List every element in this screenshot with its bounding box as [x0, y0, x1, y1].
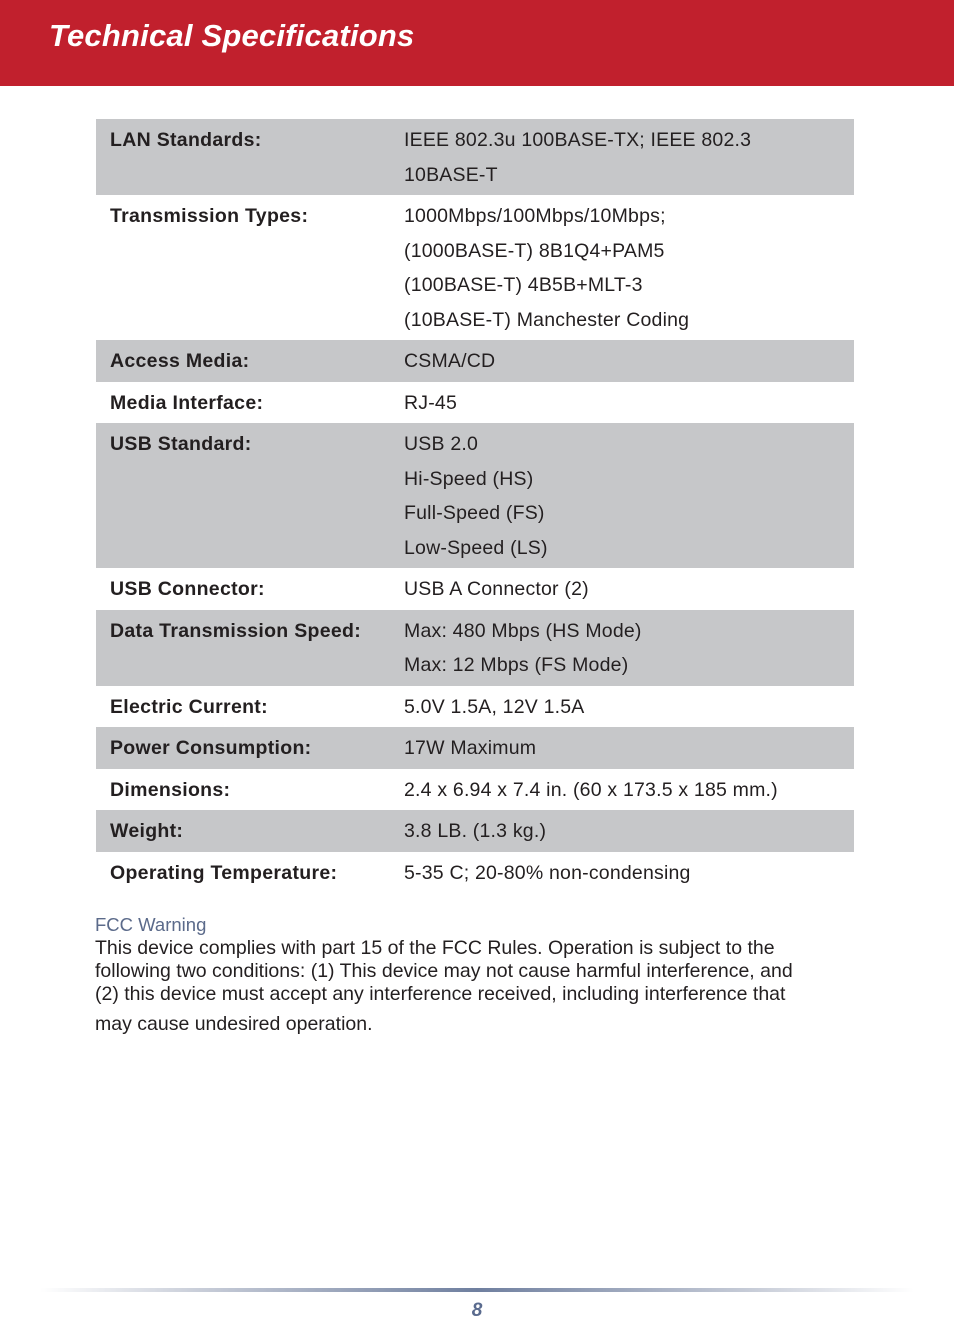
spec-row: [96, 852, 854, 894]
spec-label: Dimensions:: [110, 778, 231, 801]
spec-label: Access Media:: [110, 350, 250, 372]
spec-value-line: (1000BASE-T) 8B1Q4+PAM5: [404, 239, 665, 262]
spec-label: Data Transmission Speed:: [110, 619, 362, 642]
spec-value: [404, 199, 854, 337]
spec-value-line: 1000Mbps/100Mbps/10Mbps;: [404, 205, 666, 227]
spec-value: [404, 690, 854, 725]
spec-value-line: 3.8 LB. (1.3 kg.): [404, 820, 547, 842]
spec-value: [404, 731, 854, 766]
page-number: 8: [471, 1300, 483, 1321]
spec-label: Media Interface:: [110, 391, 264, 414]
spec-value-line: CSMA/CD: [404, 350, 496, 372]
page-title: Technical Specifications: [49, 18, 415, 53]
spec-row: [96, 568, 854, 610]
spec-row: [96, 382, 854, 424]
spec-label: Transmission Types:: [110, 205, 309, 227]
spec-value: [404, 773, 854, 808]
spec-value-line: Max: 480 Mbps (HS Mode): [404, 619, 642, 642]
spec-label: Weight:: [110, 820, 184, 842]
spec-value: [404, 572, 854, 607]
spec-value: [404, 814, 854, 849]
spec-value-line: Max: 12 Mbps (FS Mode): [404, 654, 629, 676]
spec-value-line: 17W Maximum: [404, 737, 537, 759]
spec-row: [96, 610, 854, 686]
spec-value: [404, 344, 854, 379]
spec-label: Operating Temperature:: [110, 861, 338, 884]
spec-row: [96, 423, 854, 568]
spec-value-line: Hi-Speed (HS): [404, 467, 534, 490]
spec-value-line: 2.4 x 6.94 x 7.4 in. (60 x 173.5 x 185 mm.): [404, 778, 778, 801]
spec-row: [96, 727, 854, 769]
spec-value-line: 5.0V 1.5A, 12V 1.5A: [404, 695, 585, 718]
spec-table: [96, 119, 854, 893]
spec-row: [96, 769, 854, 811]
spec-label: Power Consumption:: [110, 737, 312, 759]
spec-row: [96, 195, 854, 340]
fcc-warning-heading: FCC Warning: [95, 914, 207, 935]
spec-value-line: USB A Connector (2): [404, 578, 589, 600]
spec-label: Electric Current:: [110, 695, 268, 718]
spec-value: [404, 856, 854, 891]
spec-value-line: (100BASE-T) 4B5B+MLT-3: [404, 274, 643, 296]
fcc-text-line: may cause undesired operation.: [95, 1013, 373, 1035]
spec-label: USB Connector:: [110, 578, 265, 600]
spec-value-line: RJ-45: [404, 391, 458, 414]
spec-value-line: IEEE 802.3u 100BASE-TX; IEEE 802.3: [404, 129, 752, 151]
spec-row: [96, 810, 854, 852]
spec-value-line: 5-35 C; 20-80% non-condensing: [404, 861, 691, 884]
footer-divider: [40, 1288, 914, 1292]
spec-value-line: 10BASE-T: [404, 163, 498, 186]
spec-value-line: USB 2.0: [404, 433, 479, 455]
spec-value: [404, 614, 854, 683]
spec-value-line: Low-Speed (LS): [404, 536, 548, 559]
spec-value-line: Full-Speed (FS): [404, 502, 545, 524]
fcc-text-line: This device complies with part 15 of the FCC Rules. Operation is subject to the: [95, 937, 775, 959]
spec-value: [404, 386, 854, 421]
spec-label: USB Standard:: [110, 433, 252, 455]
fcc-text-line: following two conditions: (1) This device may not cause harmful interference, and: [95, 960, 793, 982]
spec-label: LAN Standards:: [110, 129, 262, 151]
spec-value: [404, 123, 854, 192]
fcc-warning-text: [95, 937, 865, 1036]
spec-row: [96, 119, 854, 195]
spec-value: [404, 427, 854, 565]
header-bar: [0, 0, 954, 86]
spec-row: [96, 340, 854, 382]
spec-value-line: (10BASE-T) Manchester Coding: [404, 308, 690, 331]
fcc-text-line: (2) this device must accept any interference received, including interference that: [95, 983, 786, 1005]
spec-row: [96, 686, 854, 728]
